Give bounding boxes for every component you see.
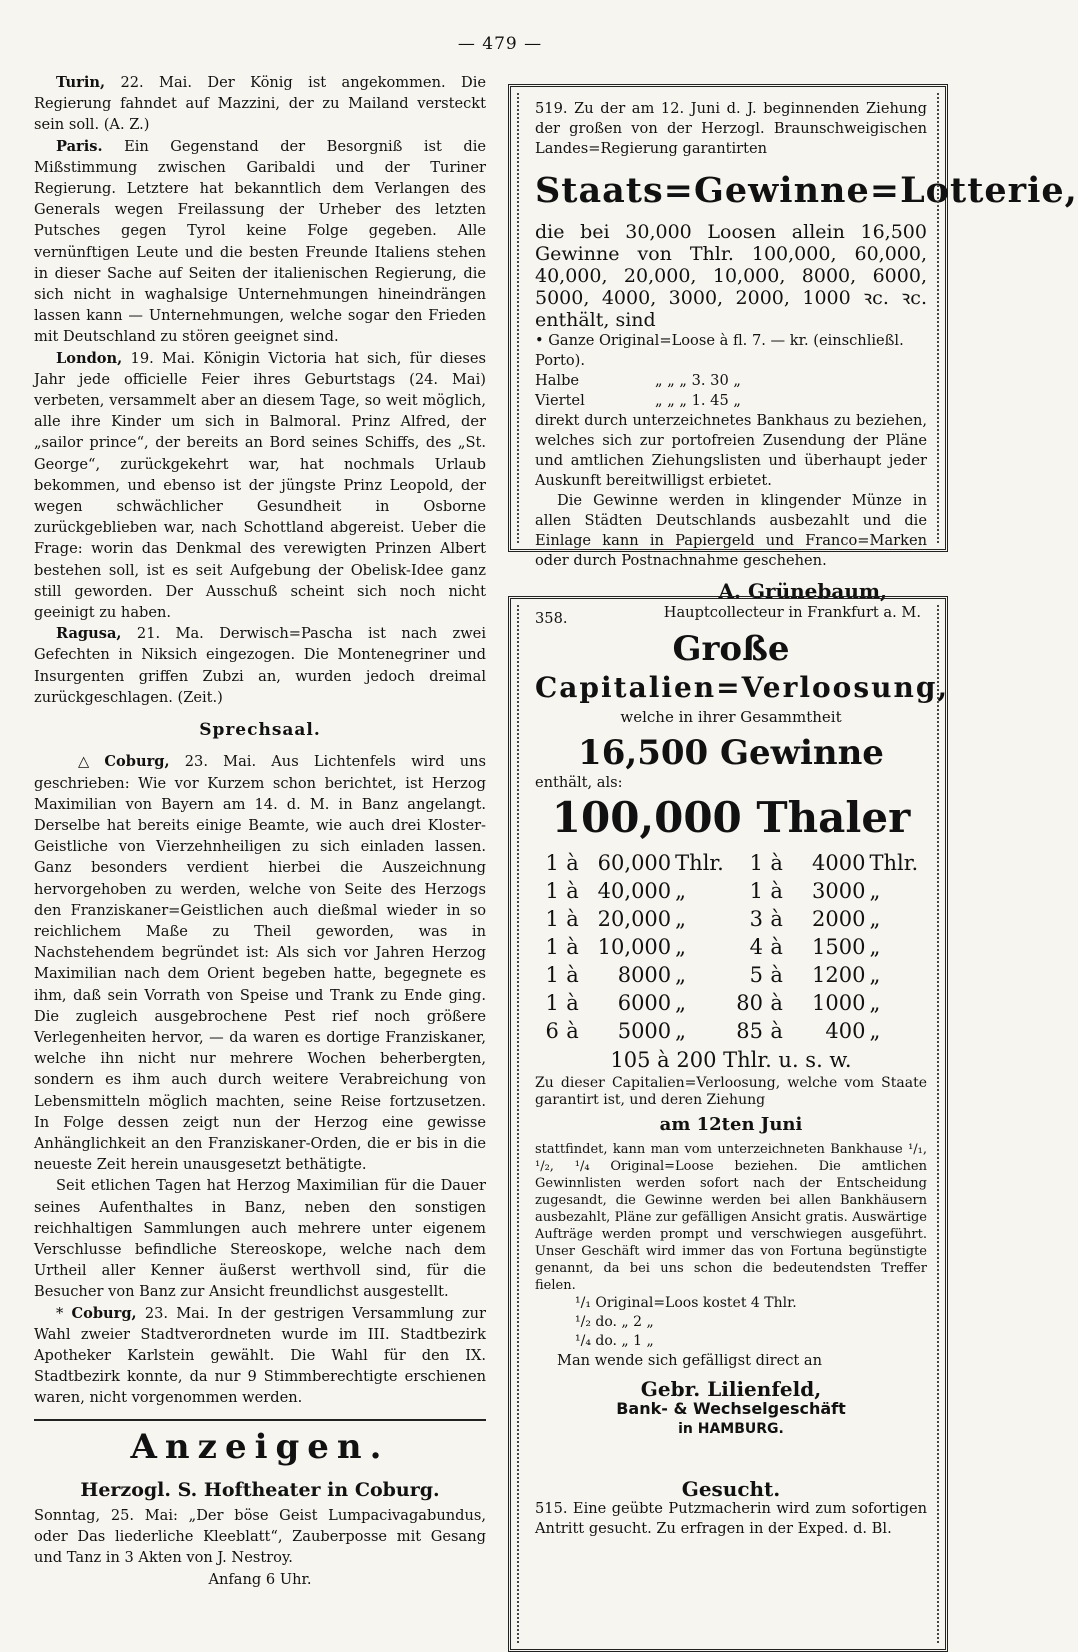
- prize-cell: „: [869, 935, 881, 959]
- prize-cell: à: [566, 935, 579, 959]
- prize-cell: 1: [545, 907, 559, 931]
- prize-row: [535, 989, 927, 1017]
- lottery-signature-line: Hauptcollecteur in Frankfurt a. M.: [663, 604, 921, 621]
- dateline-place: London,: [56, 349, 123, 367]
- prize-cell: „: [869, 879, 881, 903]
- prize-cell: à: [770, 1019, 783, 1043]
- lottery-body: direkt durch unterzeichnetes Bankhaus zu beziehen, welches sich zur portofreien Zusendung der Pläne und amtlichen Ziehungslisten und überhaupt jeder Auskunft bereitwilligst erbietet.: [535, 412, 927, 489]
- loos-price-2: ¹/₂ do. „ 2 „: [575, 1314, 654, 1330]
- loos-price-1: ¹/₁ Original=Loos kostet 4 Thlr.: [575, 1295, 797, 1311]
- prize-row: [535, 849, 927, 877]
- theater-text: Sonntag, 25. Mai: „Der böse Geist Lumpacivagabundus, oder Das liederliche Kleeblatt“, Zauberposse mit Gesang und Tanz in 3 Akten von J. Nestroy.: [34, 1507, 486, 1567]
- article-text: 21. Ma. Derwisch=Pascha ist nach zwei Gefechten in Niksich eingezogen. Die Montenegriner und Insurgenten griffen Zubzi an, wurden jedoch dreimal zurückgeschlagen. (Zeit.): [34, 625, 486, 706]
- prize-cell: 1000: [812, 991, 866, 1015]
- prize-cell: 85: [736, 1019, 763, 1043]
- prize-cell: 1200: [812, 963, 866, 987]
- lottery-signature: A. Grünebaum,: [718, 579, 887, 603]
- page-number: — 479 —: [457, 34, 543, 54]
- prize-cell: à: [566, 879, 579, 903]
- lottery-body-2: Die Gewinne werden in klingender Münze in allen Städten Deutschlands ausbezahlt und die Einlage kann in Papiergeld und Franco=Marken oder durch Postnachnahme geschehen.: [535, 492, 927, 569]
- prize-cell: 1: [545, 879, 559, 903]
- dateline-place: Turin,: [56, 74, 106, 91]
- ad-text-2: stattfindet, kann man vom unterzeichneten Bankhause ¹/₁, ¹/₂, ¹/₄ Original=Loose beziehen. Die amtlichen Gewinnlisten werden sofort nach der Entscheidung zugesandt, die Gewinne werden bei allen Bankhäusern ausbezahlt, Pläne zur gefälligen Ansicht gratis. Auswärtige Aufträge werden prompt und verschwiegen ausgeführt. Unser Geschäft wird immer das von Fortuna begünstigte genannt, da bei uns schon die bedeutendsten Treffer fielen.: [535, 1142, 927, 1293]
- prize-cell: „: [675, 879, 687, 903]
- prize-cell: 40,000: [597, 879, 672, 903]
- lottery-price-half: [535, 371, 927, 391]
- lottery-intro: 519. Zu der am 12. Juni d. J. beginnenden Ziehung der großen von der Herzogl. Braunschweigischen Landes=Regierung garantirten: [535, 100, 927, 157]
- article-coburg-2: [34, 1303, 486, 1409]
- ad-text-1: Zu dieser Capitalien=Verloosung, welche vom Staate garantirt ist, und deren Ziehung: [535, 1075, 927, 1108]
- prize-cell: 80: [736, 991, 763, 1015]
- prize-cell: 6: [545, 1019, 559, 1043]
- prize-cell: „: [869, 991, 881, 1015]
- prize-cell: 1: [545, 991, 559, 1015]
- prize-cell: „: [675, 907, 687, 931]
- prize-row: [535, 905, 927, 933]
- ad-company-city: in HAMBURG.: [678, 1421, 784, 1437]
- article-coburg-1-para2: Seit etlichen Tagen hat Herzog Maximilian für die Dauer seines Aufenthaltes in Banz, neben den sonstigen reichhaltigen Sammlungen auch mehrere unter eigenem Verschlusse befindliche Stereoskope, welche nach dem Urtheil aller Kenner äußerst werthvoll sind, für die Besucher von Banz zur Ansicht freundlichst ausgestellt.: [34, 1177, 486, 1301]
- article-text: 19. Mai. Königin Victoria hat sich, für dieses Jahr jede officielle Feier ihres Geburtstags (24. Mai) verbeten, versammelt aber an diesem Tage, so weit möglich, alle ihre Kinder um sich in Balmoral. Prinz Alfred, der „sailor prince“, der bereits an Bord seines Schiffs, des „St. George“, zurückgekehrt war, hat nochmals Urlaub bekommen, und ebenso ist der jüngste Prinz Leopold, der wegen schwächlicher Gesundheit in Osborne zurückgeblieben war, nach Schottland abgereist. Ueber die Frage: worin das Denkmal des verewigten Prinzen Albert bestehen soll, ist es seit Aufgebung der Obelisk-Idee ganz still geworden. Der Ausschuß scheint sich noch nicht geeinigt zu haben.: [34, 349, 486, 622]
- prize-cell: à: [566, 1019, 579, 1043]
- prize-row: [535, 933, 927, 961]
- ad-headline-grosse: Große: [672, 629, 790, 669]
- prize-cell: 1: [545, 935, 559, 959]
- article-text: 22. Mai. Der König ist angekommen. Die Regierung fahndet auf Mazzini, der zu Mailand versteckt sein soll. (A. Z.): [34, 74, 486, 134]
- dateline-place: Coburg,: [104, 753, 170, 771]
- theater-title: Herzogl. S. Hoftheater in Coburg.: [80, 1478, 440, 1501]
- prize-cell: 8000: [617, 963, 672, 987]
- dateline-place: Paris.: [56, 137, 103, 155]
- dateline-place: Ragusa,: [56, 625, 122, 643]
- prize-cell: „: [675, 1019, 687, 1043]
- ad-top-prize: 100,000 Thaler: [551, 793, 911, 842]
- price-value: „ „ „ 1. 45 „: [655, 392, 741, 409]
- prize-total-line: 105 à 200 Thlr. u. s. w.: [610, 1048, 852, 1072]
- prize-cell: „: [869, 1019, 881, 1043]
- prize-cell: 1: [545, 851, 559, 875]
- article-text: 23. Mai. Aus Lichtenfels wird uns geschrieben: Wie vor Kurzem schon berichtet, ist Herzog Maximilian von Bayern am 14. d. M. in Banz angelangt. Derselbe hat bereits einige Beamte, wie auch drei Kloster-Geistliche von Vierzehnheiligen zu sich einladen lassen. Ganz besonders verdient hierbei die Auszeichnung hervorgehoben zu werden, welche von Seite des Herzogs den Franziskaner=Geistlichen auch dießmal wieder in so reichlichem Maße zu Theil geworden, was in Nachstehendem begründet ist: Als sich vor Jahren Herzog Maximilian nach dem Orient begeben hatte, begegnete es ihm, daß sein Vorrath von Speise und Trank zu Ende ging. Die zugleich ausgebrochene Pest rief noch größere Verlegenheiten hervor, — da waren es dortige Franziskaner, welche ihn nicht nur mehrere Wochen beherbergten, sondern es ihm auch durch weitere Verabreichung von Lebensmitteln möglich machten, seine Reise fortzusetzen. In Folge dessen zeigt nun der Herzog eine gewisse Anhänglichkeit an den Franziskaner-Orden, die er bis in die neueste Zeit herein unausgesetzt bethätigte.: [34, 753, 487, 1174]
- wanted-text: 515. Eine geübte Putzmacherin wird zum sofortigen Antritt gesucht. Zu erfragen in der Exped. d. Bl.: [535, 1500, 927, 1537]
- article-ragusa: [34, 623, 486, 708]
- prize-cell: 2000: [812, 907, 866, 931]
- dateline-place: Coburg,: [71, 1304, 137, 1322]
- news-column: [34, 72, 486, 1590]
- prize-cell: 5: [749, 963, 763, 987]
- prize-cell: à: [770, 879, 783, 903]
- prize-cell: à: [566, 851, 579, 875]
- prize-cell: à: [770, 991, 783, 1015]
- prize-cell: 1: [749, 879, 763, 903]
- capital-lottery-ad: [508, 596, 948, 1652]
- ad-gewinne-count: 16,500 Gewinne: [578, 733, 884, 773]
- prize-cell: à: [770, 935, 783, 959]
- prize-cell: 4000: [812, 851, 866, 875]
- theater-start-time: Anfang 6 Uhr.: [208, 1570, 312, 1588]
- prize-cell: „: [675, 963, 687, 987]
- section-heading-anzeigen: Anzeigen.: [130, 1426, 390, 1467]
- prize-cell: „: [675, 935, 687, 959]
- loos-price-3: ¹/₄ do. „ 1 „: [575, 1333, 654, 1349]
- ad-contact-line: Man wende sich gefälligst direct an: [557, 1352, 823, 1369]
- prize-cell: 10,000: [597, 935, 672, 959]
- ad-number: 358.: [535, 610, 568, 627]
- prize-cell: 3: [749, 907, 763, 931]
- lottery-price-quarter: [535, 391, 927, 411]
- prize-cell: Thlr.: [675, 851, 724, 875]
- ads-column: [508, 84, 1078, 1652]
- prize-cell: 5000: [617, 1019, 672, 1043]
- prize-cell: à: [770, 963, 783, 987]
- ad-enthalt: enthält, als:: [535, 774, 623, 791]
- prize-cell: à: [566, 991, 579, 1015]
- ad-company-type: Bank- & Wechselgeschäft: [616, 1399, 846, 1418]
- ad-headline-capital: Capitalien=Verloosung,: [535, 671, 950, 704]
- prize-cell: à: [566, 907, 579, 931]
- price-value: „ „ „ 3. 30 „: [655, 372, 741, 389]
- prize-table: [535, 849, 927, 1045]
- article-paris: [34, 136, 486, 348]
- prize-cell: 1: [545, 963, 559, 987]
- prize-cell: 1: [749, 851, 763, 875]
- prize-row: [535, 961, 927, 989]
- article-coburg-1: [34, 751, 486, 1175]
- prize-cell: 60,000: [597, 851, 672, 875]
- prize-cell: 20,000: [597, 907, 672, 931]
- ad-draw-date: am 12ten Juni: [659, 1114, 803, 1135]
- lottery-prizes: die bei 30,000 Loosen allein 16,500 Gewinne von Thlr. 100,000, 60,000, 40,000, 20,000, 10,000, 8000, 6000, 5000, 4000, 3000, 2000, 1000 ꝛc. ꝛc. enthält, sind: [535, 221, 927, 331]
- prize-row: [535, 877, 927, 905]
- wanted-heading: Gesucht.: [681, 1477, 781, 1501]
- prize-cell: Thlr.: [869, 851, 919, 875]
- prize-row: [535, 1017, 927, 1045]
- ad-company-name: Gebr. Lilienfeld,: [640, 1377, 822, 1401]
- section-divider: [34, 1419, 486, 1421]
- prize-cell: 6000: [617, 991, 672, 1015]
- price-label: Viertel: [535, 392, 585, 409]
- price-label: Halbe: [535, 372, 580, 389]
- article-london: [34, 348, 486, 624]
- prize-cell: 4: [749, 935, 763, 959]
- section-heading-sprechsaal: Sprechsaal.: [199, 720, 321, 741]
- prize-cell: à: [770, 851, 783, 875]
- article-text: Ein Gegenstand der Besorgniß ist die Mißstimmung zwischen Garibaldi und der Turiner Regierung. Letztere hat bekanntlich dem Verlangen des Generals wegen Freilassung der Urheber des letzten Putsches gegen Tyrol keine Folge gegeben. Alle vernünftigen Leute und die besten Freunde Italiens stehen in dieser Sache auf Seiten der italienischen Regierung, die sich nicht in waghalsige Unternehmungen hineindrängen lassen kann — Unternehmungen, welche sogar den Frieden mit Deutschland zu stören geeignet sind.: [34, 137, 487, 346]
- prize-cell: „: [675, 991, 687, 1015]
- lottery-title: Staats=Gewinne=Lotterie,: [535, 170, 1078, 211]
- prize-cell: 3000: [812, 879, 866, 903]
- ad-subline: welche in ihrer Gesammtheit: [620, 708, 842, 726]
- asterisk-mark-icon: *: [56, 1304, 64, 1322]
- prize-cell: „: [869, 963, 881, 987]
- prize-cell: à: [566, 963, 579, 987]
- prize-cell: à: [770, 907, 783, 931]
- prize-cell: 400: [825, 1019, 866, 1043]
- article-turin: [34, 72, 486, 136]
- prize-cell: „: [869, 907, 881, 931]
- prize-cell: 1500: [812, 935, 866, 959]
- article-text: 23. Mai. In der gestrigen Versammlung zur Wahl zweier Stadtverordneten wurde im III. Stadtbezirk Apotheker Karlstein gewählt. Die Wahl für den IX. Stadtbezirk konnte, da nur 9 Stimmberechtigte erschienen waren, nicht vorgenommen werden.: [34, 1304, 487, 1407]
- triangle-mark-icon: △: [78, 753, 90, 771]
- theater-announcement: [34, 1505, 486, 1590]
- lottery-price-whole: • Ganze Original=Loose à fl. 7. — kr. (einschließl. Porto).: [535, 332, 904, 369]
